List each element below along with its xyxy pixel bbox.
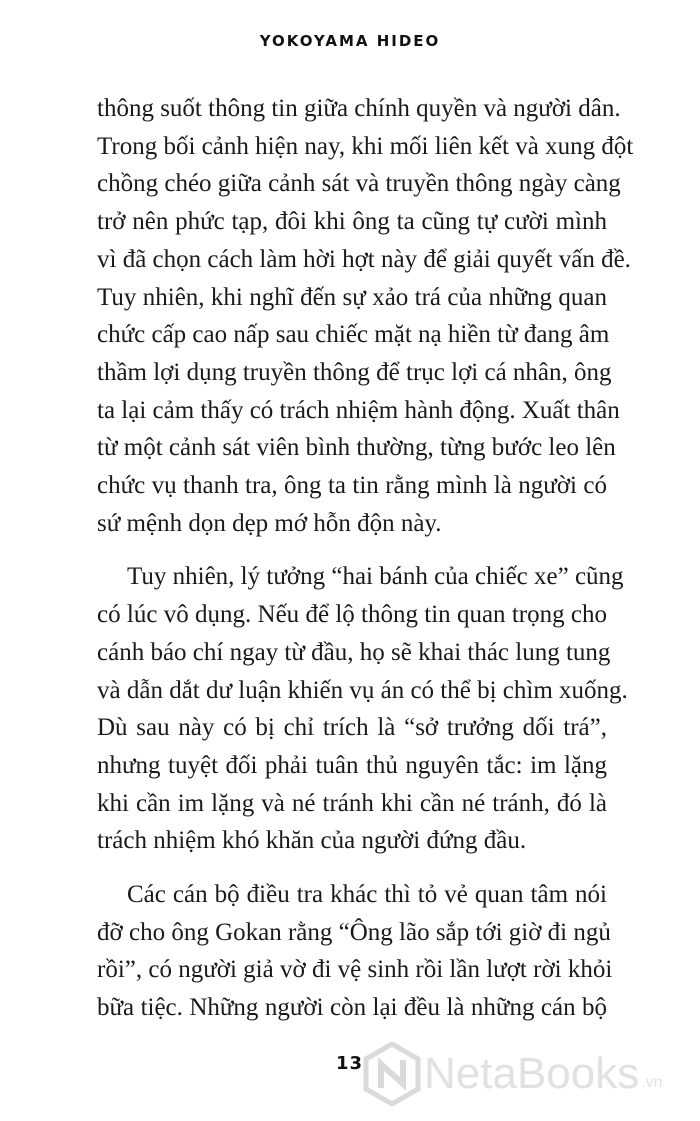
text-line: trở nên phức tạp, đôi khi ông ta cũng tự cười mình <box>97 208 607 236</box>
paragraph-2 <box>97 558 628 860</box>
text-line: và dẫn dắt dư luận khiến vụ án có thể bị chìm xuống. <box>97 676 628 704</box>
text-line: khi cần im lặng và né tránh khi cần né tránh, đó là <box>97 789 607 817</box>
netabooks-logo-icon <box>362 1042 422 1106</box>
page-number: 13 <box>336 1053 364 1074</box>
text-line: rồi”, có người giả vờ đi vệ sinh rồi lần lượt rời khỏi <box>97 956 613 984</box>
running-header: YOKOYAMA HIDEO <box>259 32 441 50</box>
watermark-brand: NetaBooks <box>424 1049 640 1098</box>
paragraph-3 <box>97 876 613 1027</box>
text-line: trách nhiệm khó khăn của người đứng đầu. <box>97 827 527 855</box>
text-line: chức vụ thanh tra, ông ta tin rằng mình là người có <box>97 472 607 500</box>
text-line: chức cấp cao nấp sau chiếc mặt nạ hiền từ đang âm <box>97 321 610 349</box>
text-line: thông suốt thông tin giữa chính quyền và người dân. <box>97 95 621 122</box>
text-line: sứ mệnh dọn dẹp mớ hỗn độn này. <box>97 509 442 537</box>
text-line: nhưng tuyệt đối phải tuân thủ nguyên tắc: im lặng <box>97 751 607 779</box>
paragraph-1 <box>97 90 634 542</box>
netabooks-watermark <box>362 1042 663 1106</box>
text-line: Tuy nhiên, lý tưởng “hai bánh của chiếc xe” cũng <box>127 563 624 591</box>
text-line: cánh báo chí ngay từ đầu, họ sẽ khai thác lung tung <box>97 638 611 666</box>
watermark-domain: .vn <box>641 1074 663 1091</box>
text-line: Trong bối cảnh hiện nay, khi mối liên kết và xung đột <box>97 132 634 160</box>
text-line: Tuy nhiên, khi nghĩ đến sự xảo trá của những quan <box>97 283 607 311</box>
text-line: Các cán bộ điều tra khác thì tỏ vẻ quan tâm nói <box>127 881 607 909</box>
text-line: chồng chéo giữa cảnh sát và truyền thông ngày càng <box>97 170 621 198</box>
text-line: bữa tiệc. Những người còn lại đều là những cán bộ <box>97 994 607 1022</box>
text-line: vì đã chọn cách làm hời hợt này để giải quyết vấn đề. <box>97 245 631 273</box>
text-line: Dù sau này có bị chỉ trích là “sở trưởng dối trá”, <box>97 714 607 742</box>
text-line: có lúc vô dụng. Nếu để lộ thông tin quan trọng cho <box>97 601 607 629</box>
text-line: thầm lợi dụng truyền thông để trục lợi cá nhân, ông <box>97 358 612 386</box>
text-line: đỡ cho ông Gokan rằng “Ông lão sắp tới giờ đi ngủ <box>97 918 611 946</box>
text-line: ta lại cảm thấy có trách nhiệm hành động. Xuất thân <box>97 396 620 424</box>
body-text <box>97 90 634 1043</box>
text-line: từ một cảnh sát viên bình thường, từng bước leo lên <box>97 434 616 462</box>
